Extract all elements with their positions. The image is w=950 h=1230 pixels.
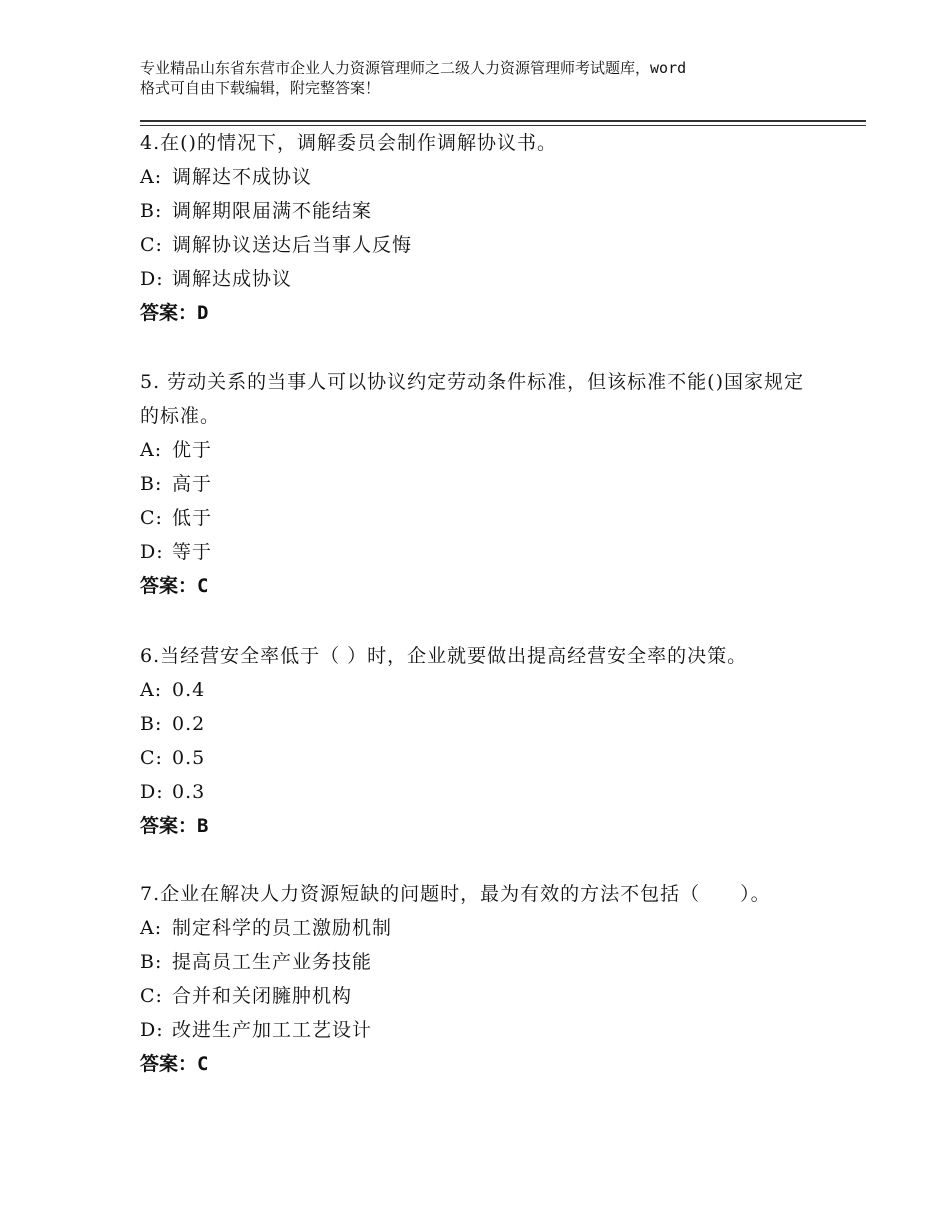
answer-label: 答案： [140, 815, 198, 837]
answer-line [140, 296, 820, 330]
option-d [140, 775, 820, 809]
option-text: 制定科学的员工激励机制 [172, 917, 393, 939]
option-text: 低于 [172, 507, 213, 529]
option-b [140, 467, 820, 501]
option-text: 优于 [172, 439, 213, 461]
option-key: A: [140, 439, 163, 461]
option-b [140, 707, 820, 741]
option-text: 提高员工生产业务技能 [172, 951, 373, 973]
header-title-line-2: 格式可自由下载编辑，附完整答案！ [140, 79, 381, 97]
option-key: C: [140, 747, 163, 769]
option-key: A: [140, 917, 163, 939]
option-b [140, 945, 820, 979]
option-text: 高于 [172, 473, 213, 495]
option-c [140, 228, 820, 262]
option-key: C: [140, 985, 163, 1007]
header-divider-thick [140, 120, 866, 122]
option-a [140, 160, 820, 194]
option-key: B: [140, 473, 163, 495]
option-key: B: [140, 951, 163, 973]
option-text: 改进生产加工工艺设计 [172, 1019, 373, 1041]
option-key: B: [140, 713, 163, 735]
option-d [140, 535, 820, 569]
option-text: 0.5 [172, 747, 206, 769]
question-stem: 4.在()的情况下，调解委员会制作调解协议书。 [140, 132, 557, 154]
answer-line [140, 809, 820, 843]
document-header [140, 58, 830, 98]
answer-label: 答案： [140, 302, 198, 324]
option-c [140, 501, 820, 535]
option-text: 0.4 [172, 679, 206, 701]
option-text: 调解达不成协议 [172, 166, 313, 188]
answer-label: 答案： [140, 575, 198, 597]
option-a [140, 673, 820, 707]
option-text: 合并和关闭臃肿机构 [172, 985, 353, 1007]
option-d [140, 262, 820, 296]
option-key: B: [140, 200, 163, 222]
question-4 [140, 126, 820, 330]
option-text: 等于 [172, 541, 213, 563]
option-a [140, 433, 820, 467]
header-title-line-1: 专业精品山东省东营市企业人力资源管理师之二级人力资源管理师考试题库，word [140, 59, 687, 77]
option-key: C: [140, 507, 163, 529]
answer-label: 答案： [140, 1053, 198, 1075]
option-key: A: [140, 166, 163, 188]
option-text: 调解达成协议 [172, 268, 293, 290]
option-key: D: [140, 541, 164, 563]
option-c [140, 979, 820, 1013]
question-6 [140, 639, 820, 843]
question-5 [140, 365, 820, 603]
option-c [140, 741, 820, 775]
option-text: 0.3 [172, 781, 206, 803]
answer-line [140, 1047, 820, 1081]
answer-value: C [197, 1053, 209, 1075]
option-text: 调解期限届满不能结案 [172, 200, 373, 222]
question-stem: 7.企业在解决人力资源短缺的问题时，最为有效的方法不包括（ ）。 [140, 883, 771, 905]
question-stem: 6.当经营安全率低于（ ）时，企业就要做出提高经营安全率的决策。 [140, 645, 748, 667]
answer-value: B [197, 815, 209, 837]
answer-value: C [197, 575, 209, 597]
answer-line [140, 569, 820, 603]
question-7 [140, 877, 820, 1081]
option-key: D: [140, 268, 164, 290]
option-key: A: [140, 679, 163, 701]
question-stem: 5. 劳动关系的当事人可以协议约定劳动条件标准，但该标准不能()国家规定的标准。 [140, 371, 804, 427]
option-d [140, 1013, 820, 1047]
option-key: D: [140, 1019, 164, 1041]
option-b [140, 194, 820, 228]
option-key: D: [140, 781, 164, 803]
option-text: 0.2 [172, 713, 206, 735]
option-text: 调解协议送达后当事人反悔 [172, 234, 413, 256]
answer-value: D [197, 302, 209, 324]
option-key: C: [140, 234, 163, 256]
option-a [140, 911, 820, 945]
